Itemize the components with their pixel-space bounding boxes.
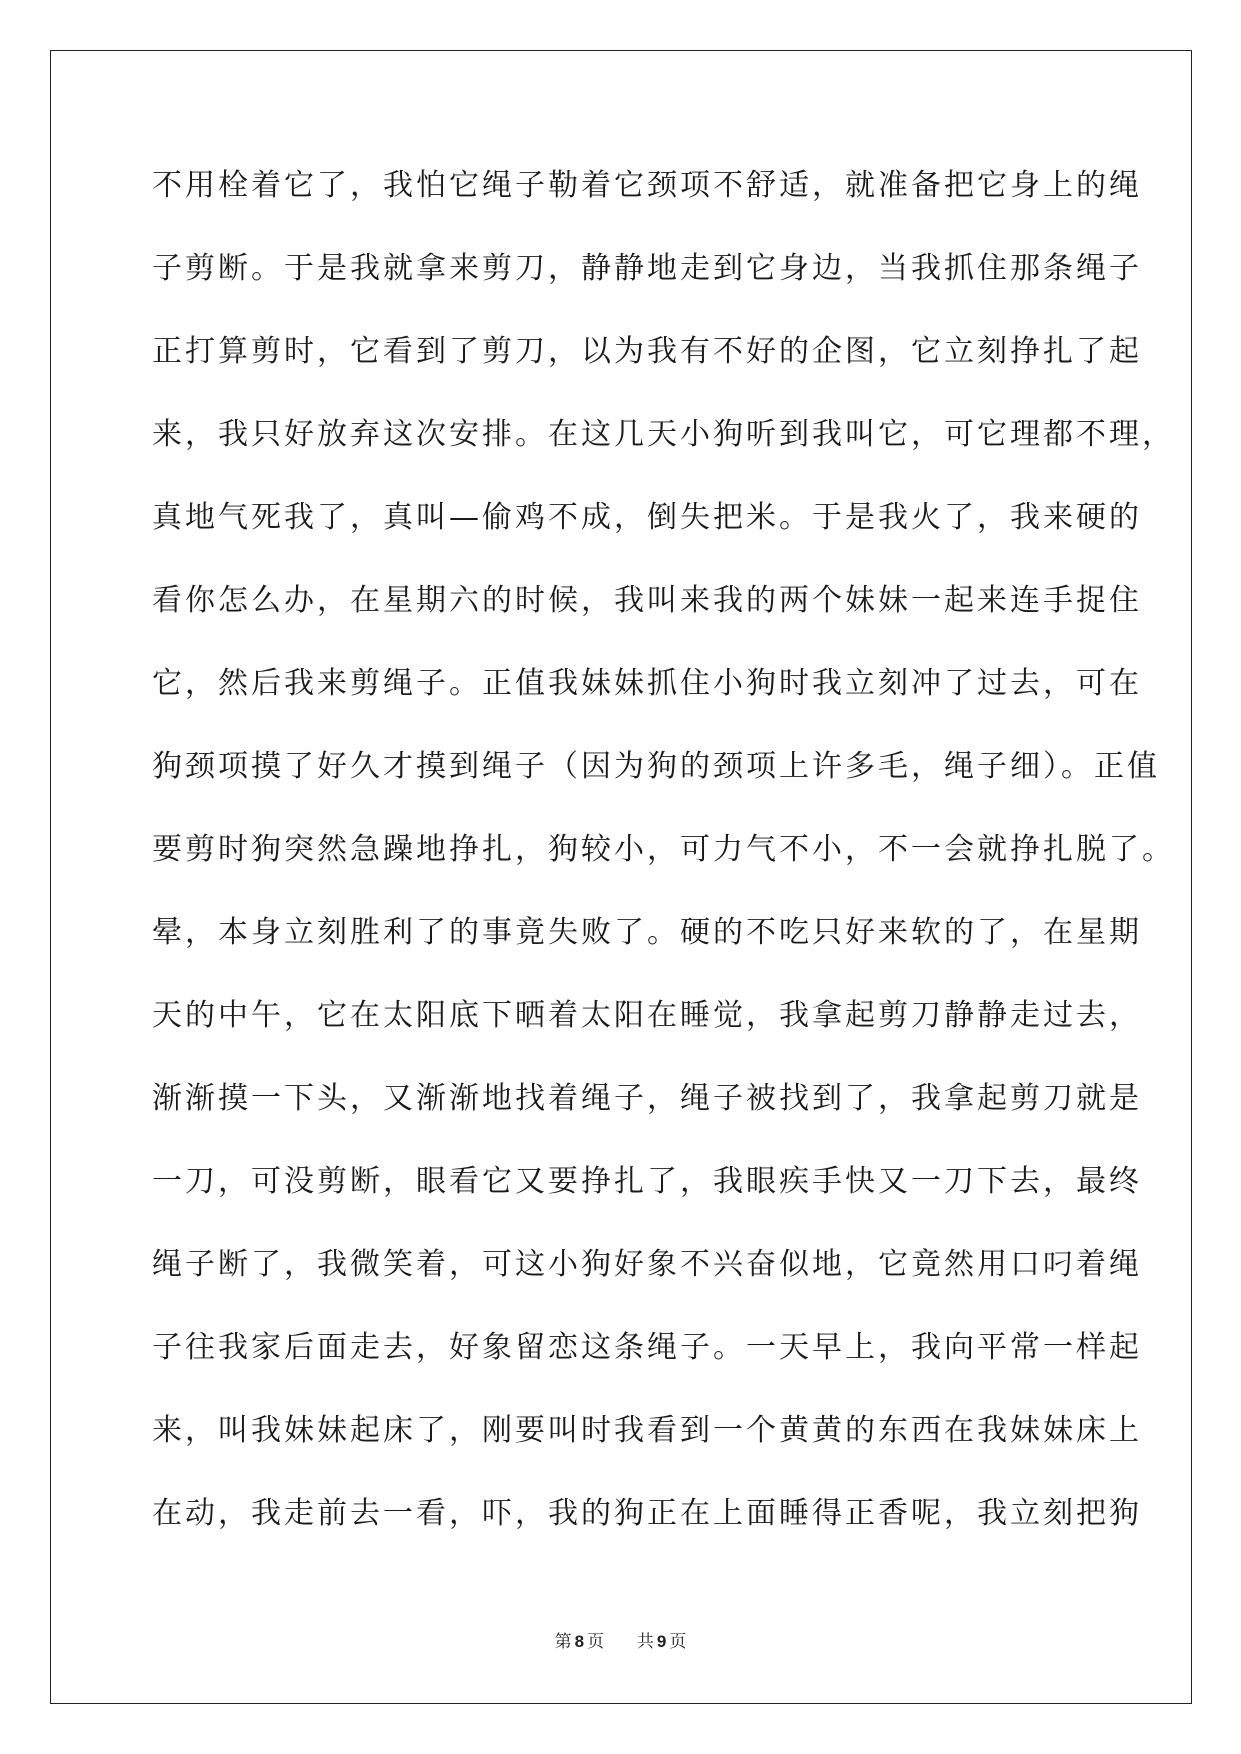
text-line: 渐渐摸一下头，又渐渐地找着绳子，绳子被找到了，我拿起剪刀就是 [152, 1081, 1142, 1116]
text-line: 子剪断。于是我就拿来剪刀，静静地走到它身边，当我抓住那条绳子 [152, 251, 1142, 286]
text-line: 绳子断了，我微笑着，可这小狗好象不兴奋似地，它竟然用口叼着绳 [152, 1247, 1142, 1282]
text-line: 要剪时狗突然急躁地挣扎，狗较小，可力气不小，不一会就挣扎脱了。 [152, 832, 1175, 867]
text-line: 看你怎么办，在星期六的时候，我叫来我的两个妹妹一起来连手捉住 [152, 583, 1142, 618]
text-line: 来，我只好放弃这次安排。在这几天小狗听到我叫它，可它理都不理， [152, 417, 1175, 452]
text-line: 天的中午，它在太阳底下晒着太阳在睡觉，我拿起剪刀静静走过去， [152, 998, 1142, 1033]
text-line: 来，叫我妹妹起床了，刚要叫时我看到一个黄黄的东西在我妹妹床上 [152, 1413, 1142, 1448]
total-pages-label [637, 1632, 686, 1652]
total-suffix: 页 [669, 1632, 687, 1652]
text-line: 狗颈项摸了好久才摸到绳子（因为狗的颈项上许多毛，绳子细）。正值 [152, 749, 1160, 784]
text-line: 不用栓着它了，我怕它绳子勒着它颈项不舒适，就准备把它身上的绳 [152, 168, 1142, 203]
text-line: 一刀，可没剪断，眼看它又要挣扎了，我眼疾手快又一刀下去，最终 [152, 1164, 1142, 1199]
text-line: 它，然后我来剪绳子。正值我妹妹抓住小狗时我立刻冲了过去，可在 [152, 666, 1142, 701]
page-number: 8 [574, 1632, 585, 1651]
total-pages: 9 [656, 1632, 667, 1651]
text-line: 正打算剪时，它看到了剪刀，以为我有不好的企图，它立刻挣扎了起 [152, 334, 1142, 369]
total-prefix: 共 [636, 1632, 654, 1652]
page-footer [0, 1630, 1241, 1654]
text-line: 晕，本身立刻胜利了的事竟失败了。硬的不吃只好来软的了，在星期 [152, 915, 1142, 950]
page-prefix: 第 [554, 1632, 572, 1652]
body-text [152, 166, 1175, 1577]
text-line: 在动，我走前去一看，吓，我的狗正在上面睡得正香呢，我立刻把狗 [152, 1496, 1142, 1531]
text-line: 真地气死我了，真叫—偷鸡不成，倒失把米。于是我火了，我来硬的 [152, 500, 1142, 535]
page-number-label [555, 1632, 610, 1652]
page-suffix: 页 [587, 1632, 605, 1652]
text-line: 子往我家后面走去，好象留恋这条绳子。一天早上，我向平常一样起 [152, 1330, 1142, 1365]
